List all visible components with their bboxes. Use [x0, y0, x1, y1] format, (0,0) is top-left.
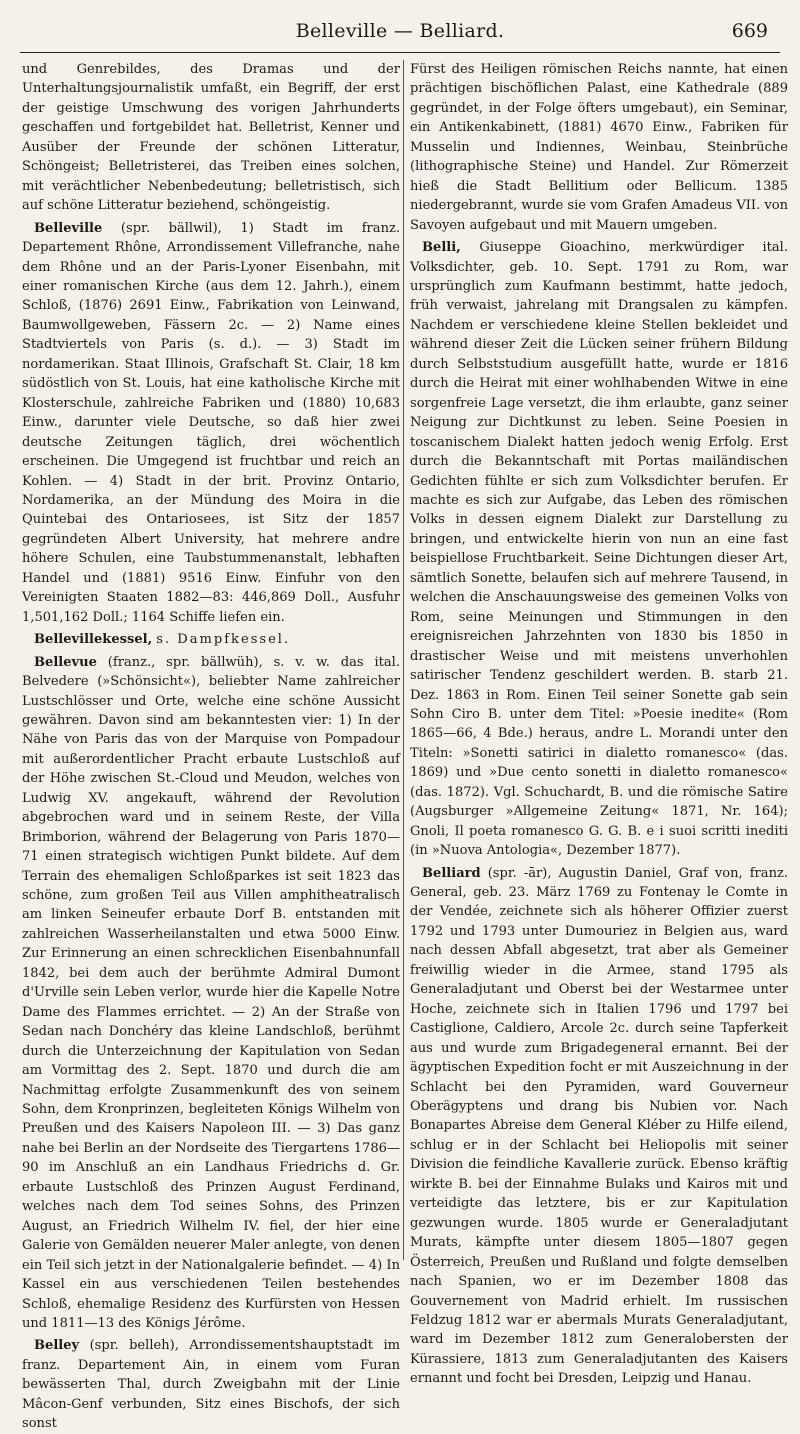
entry-text: (franz., spr. bällwüh), s. v. w. das ital. Belvedere (»Schönsicht«), beliebter Name zahlreicher Lustschlösser und Orte, welche eine schöne Aussicht gewähren. Davon sind am bekanntesten vier: 1) In der Nähe von Paris das von der Marquise von Pompadour mit außerordentlicher Pracht erbaute Lustschloß auf der Höhe zwischen St.-Cloud und Meudon, welches von Ludwig XV. angekauft, während der Revolution abgebrochen ward und in seinem Reste, der Villa Brimborion, während der Belagerung von Paris 1870—71 einen strategisch wichtigen Punkt bildete. Auf dem Terrain des ehemaligen Schloßparkes ist seit 1823 das schöne, zum großen Teil aus Villen amphitheatralisch am linken Seineufer erbaute Dorf B. entstanden mit zahlreichen Wasserheilanstalten und etwa 5000 Einw. Zur Erinnerung an einen schrecklichen Eisenbahnunfall 1842, bei dem auch der berühmte Admiral Dumont d'Urville sein Leben verlor, wurde hier die Kapelle Notre Dame des Flammes errichtet. — 2) An der Straße von Sedan nach Donchéry das kleine Landschloß, berühmt durch die Unterzeichnung der Kapitulation von Sedan am Vormittag des 2. Sept. 1870 und durch die am Nachmittag erfolgte Zusammenkunft des von seinem Sohn, dem Kronprinzen, begleiteten Königs Wilhelm von Preußen und des Kaisers Napoleon III. — 3) Das ganz nahe bei Berlin an der Nordseite des Tiergartens 1786—90 im Anschluß an ein Landhaus Friedrichs d. Gr. erbaute Lustschloß des Prinzen August Ferdinand, welches nach dem Tod seines Sohns, des Prinzen August, an Friedrich Wilhelm IV. fiel, der hier eine Galerie von Gemälden neuerer Maler anlegte, von denen ein Teil sich jetzt in der Nationalgalerie befindet. — 4) In Kassel ein aus verschiedenen Teilen bestehendes Schloß, ehemalige Residenz des Kurfürsten von Hessen und 1811—13 des Königs Jérôme.	[22, 654, 400, 1331]
entry-belli	[410, 238, 788, 861]
entry-text: und Genrebildes, des Dramas und der Unterhaltungsjournalistik umfaßt, ein Begriff, der erst der geistige Umschwung des vorigen Jahrhunderts geschaffen und fortgebildet hat. Belletrist, Kenner und Ausüber der Freunde der schönen Litteratur, Schöngeist; Belletristerei, das Treiben eines solchen, mit verächtlicher Nebenbedeutung; belletristisch, sich auf schöne Litteratur beziehend, schöngeistig.	[22, 62, 400, 214]
entry-headword: Belliard	[422, 865, 481, 881]
running-title: Belleville — Belliard.	[295, 20, 505, 42]
entry-belliard	[410, 864, 788, 1389]
left-column	[22, 60, 400, 1432]
entry-bellevue	[22, 653, 400, 1334]
entry-belletristik-continuation	[22, 60, 400, 216]
entry-headword: Belli,	[422, 240, 461, 256]
right-column	[410, 60, 788, 1387]
entry-text: (spr. bällwil), 1) Stadt im franz. Departement Rhône, Arrondissement Villefranche, nahe dem Rhône und an der Paris-Lyoner Eisenbahn, mit einer romanischen Kirche (aus dem 12. Jahrh.), einem Schloß, (1876) 2691 Einw., Fabrikation von Leinwand, Baumwollgeweben, Fässern 2c. — 2) Name eines Stadtviertels von Paris (s. d.). — 3) Stadt im nordamerikan. Staat Illinois, Grafschaft St. Clair, 18 km südöstlich von St. Louis, hat eine katholische Kirche mit Klosterschule, zahlreiche Fabriken und (1880) 10,683 Einw., darunter viele Deutsche, so daß hier zwei deutsche Zeitungen täglich, drei wöchentlich erscheinen. Die Umgegend ist fruchtbar und reich an Kohlen. — 4) Stadt in der brit. Provinz Ontario, Nordamerika, an der Mündung des Moira in die Quintebai des Ontariosees, ist Sitz der 1857 gegründeten Albert University, hat mehrere andre höhere Schulen, eine Taubstummenanstalt, lebhaften Handel und (1881) 9516 Einw. Einfuhr von den Vereinigten Staaten 1882—83: 446,869 Doll., Ausfuhr 1,501,162 Doll.; 1164 Schiffe liefen ein.	[22, 220, 400, 625]
entry-headword: Bellevillekessel,	[34, 632, 153, 648]
entry-belley	[22, 1336, 400, 1433]
entry-text: Giuseppe Gioachino, merkwürdiger ital. Volksdichter, geb. 10. Sept. 1791 zu Rom, war ursprünglich zum Kaufmann bestimmt, hatte jedoch, früh verwaist, jahrelang mit Drangsalen zu kämpfen. Nachdem er verschiedene kleine Stellen bekleidet und während dieser Zeit die Lücken seiner frühern Bildung durch Selbststudium ausgefüllt hatte, wurde er 1816 durch die Heirat mit einer wohlhabenden Witwe in eine sorgenfreie Lage versetzt, die ihm erlaubte, ganz seiner Neigung zur Dichtkunst zu leben. Seine Poesien in toscanischem Dialekt hatten jedoch wenig Erfolg. Erst durch die Bekanntschaft mit Portas mailändischen Gedichten fühlte er sich zum Volksdichter berufen. Er machte es sich zur Aufgabe, das Leben des römischen Volks in dessen eignem Dialekt zur Darstellung zu bringen, und entwickelte hierin von nun an eine fast beispiellose Fruchtbarkeit. Seine Dichtungen dieser Art, sämtlich Sonette, belaufen sich auf mehrere Tausend, in welchen die Anschauungsweise des gemeinen Volks von Rom, seine Meinungen und Stimmungen in den ereignisreichen Jahrzehnten von 1830 bis 1850 in drastischer Weise und mit meistens unverhohlen satirischer Tendenz geschildert werden. B. starb 21. Dez. 1863 in Rom. Einen Teil seiner Sonette gab sein Sohn Ciro B. unter dem Titel: »Poesie inedite« (Rom 1865—66, 4 Bde.) heraus, andre L. Morandi unter den Titeln: »Sonetti satirici in dialetto romanesco« (das. 1869) und »Due cento sonetti in dialetto romanesco« (das. 1872). Vgl. Schuchardt, B. und die römische Satire (Augsburger »Allgemeine Zeitung« 1871, Nr. 164); Gnoli, Il poeta romanesco G. G. B. e i suoi scritti inediti (in »Nuova Antologia«, Dezember 1877).	[410, 240, 788, 859]
header-rule	[20, 52, 780, 53]
page-number: 669	[731, 20, 768, 42]
entry-text: Fürst des Heiligen römischen Reichs nannte, hat einen prächtigen bischöflichen Palast, eine Kathedrale (889 gegründet, in der Folge öfters umgebaut), ein Seminar, ein Antikenkabinett, (1881) 4670 Einw., Fabriken für Musselin und Indiennes, Weinbau, Steinbrüche (lithographische Steine) und Handel. Zur Römerzeit hieß die Stadt Bellitium oder Bellicum. 1385 niedergebrannt, wurde sie vom Grafen Amadeus VII. von Savoyen aufgebaut und mit Mauern umgeben.	[410, 62, 788, 233]
entry-text: (spr. -ār), Augustin Daniel, Graf von, franz. General, geb. 23. März 1769 zu Fontenay le Comte in der Vendée, zeichnete sich als höherer Offizier zuerst 1792 und 1793 unter Dumouriez in Belgien aus, ward nach dessen Abfall abgesetzt, trat aber als Gemeiner freiwillig wieder in die Armee, stand 1795 als Generaladjutant und Oberst bei der Westarmee unter Hoche, zeichnete sich in Italien 1796 und 1797 bei Castiglione, Caldiero, Arcole 2c. durch seine Tapferkeit aus und wurde zum Brigadegeneral ernannt. Bei der ägyptischen Expedition focht er mit Auszeichnung in der Schlacht bei den Pyramiden, ward Gouverneur Oberägyptens und drang bis Nubien vor. Nach Bonapartes Abreise dem General Kléber zu Hilfe eilend, schlug er in der Schlacht bei Heliopolis mit seiner Division die feindliche Kavallerie zurück. Ebenso kräftig wirkte B. bei der Einnahme Bulaks und Kairos mit und verteidigte das letztere, bis er zur Kapitulation gezwungen wurde. 1805 wurde er Generaladjutant Murats, kämpfte unter diesem 1805—1807 gegen Österreich, Preußen und Rußland und folgte demselben nach Spanien, wo er im Dezember 1808 das Gouvernement von Madrid erhielt. Im russischen Feldzug 1812 war er abermals Murats Generaladjutant, ward im Dezember 1812 zum Generalobersten der Kürassiere, 1813 zum Generaladjutanten des Kaisers ernannt und focht bei Dresden, Leipzig und Hanau.	[410, 865, 788, 1387]
entry-belley-continuation	[410, 60, 788, 235]
entry-headword: Belleville	[34, 220, 103, 236]
page-header	[20, 14, 780, 52]
entry-text: (spr. belleh), Arrondissementshauptstadt im franz. Departement Ain, in einem vom Furan bewässerten Thal, durch Zweigbahn mit der Linie Mâcon-Genf verbunden, Sitz eines Bischofs, der sich sonst	[22, 1338, 400, 1432]
entry-belleville	[22, 219, 400, 628]
entry-headword: Bellevue	[34, 654, 97, 670]
entry-text: s. Dampfkessel.	[156, 632, 291, 648]
entry-bellevillekessel	[22, 630, 400, 649]
column-divider	[403, 60, 404, 1260]
entry-headword: Belley	[34, 1338, 80, 1354]
